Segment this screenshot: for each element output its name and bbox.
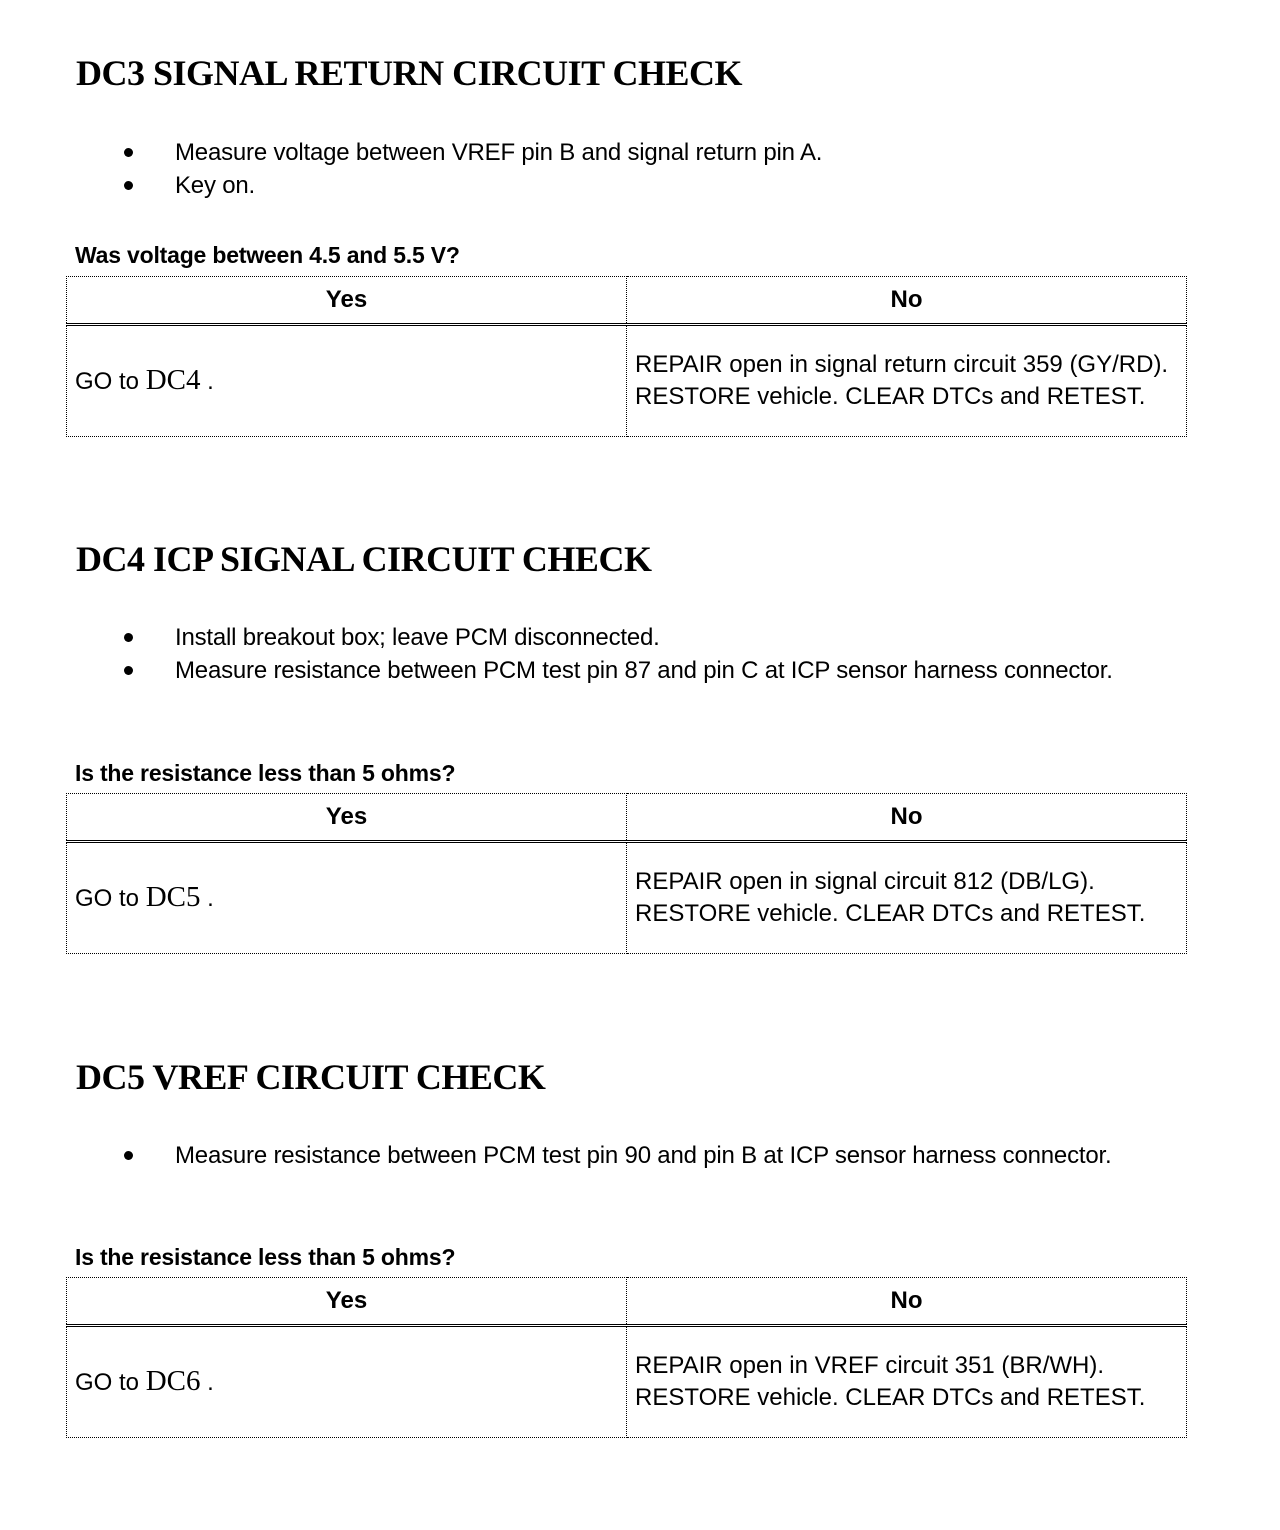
bullet-icon (124, 666, 133, 675)
step-item: Measure resistance between PCM test pin 90 and pin B at ICP sensor harness connector. (0, 1139, 1175, 1172)
question-text: Is the resistance less than 5 ohms? (75, 760, 456, 786)
answer-table (66, 1277, 1187, 1438)
section-title: DC4 ICP SIGNAL CIRCUIT CHECK (76, 539, 652, 579)
step-list (0, 136, 1175, 202)
header-no: No (627, 277, 1187, 325)
goto-dc6-link[interactable]: DC6 (145, 1365, 201, 1397)
answer-table (66, 276, 1187, 437)
goto-dc4-link[interactable]: DC4 (145, 364, 201, 396)
yes-cell: GO to DC5 . (67, 842, 627, 954)
header-no: No (627, 794, 1187, 842)
bullet-icon (124, 148, 133, 157)
step-item: Key on. (0, 169, 1175, 202)
table-header-row (67, 277, 1187, 325)
table-row (67, 842, 1187, 954)
question-text: Is the resistance less than 5 ohms? (75, 1244, 456, 1270)
bullet-icon (124, 181, 133, 190)
header-yes: Yes (67, 794, 627, 842)
step-list (0, 1139, 1175, 1172)
bullet-icon (124, 1151, 133, 1160)
no-cell: REPAIR open in signal circuit 812 (DB/LG). RESTORE vehicle. CLEAR DTCs and RETEST. (627, 842, 1187, 954)
section-title: DC3 SIGNAL RETURN CIRCUIT CHECK (76, 53, 742, 93)
question-text: Was voltage between 4.5 and 5.5 V? (75, 242, 460, 268)
step-item: Measure resistance between PCM test pin 87 and pin C at ICP sensor harness connector. (0, 654, 1175, 687)
table-row (67, 325, 1187, 437)
step-item: Install breakout box; leave PCM disconnected. (0, 621, 1175, 654)
yes-cell: GO to DC4 . (67, 325, 627, 437)
no-cell: REPAIR open in signal return circuit 359 (GY/RD). RESTORE vehicle. CLEAR DTCs and RETEST. (627, 325, 1187, 437)
yes-cell: GO to DC6 . (67, 1326, 627, 1438)
table-header-row (67, 794, 1187, 842)
goto-dc5-link[interactable]: DC5 (145, 881, 201, 913)
header-no: No (627, 1278, 1187, 1326)
step-list (0, 621, 1175, 687)
table-row (67, 1326, 1187, 1438)
table-header-row (67, 1278, 1187, 1326)
header-yes: Yes (67, 1278, 627, 1326)
no-cell: REPAIR open in VREF circuit 351 (BR/WH). RESTORE vehicle. CLEAR DTCs and RETEST. (627, 1326, 1187, 1438)
step-item: Measure voltage between VREF pin B and signal return pin A. (0, 136, 1175, 169)
header-yes: Yes (67, 277, 627, 325)
answer-table (66, 793, 1187, 954)
bullet-icon (124, 633, 133, 642)
section-title: DC5 VREF CIRCUIT CHECK (76, 1057, 546, 1097)
